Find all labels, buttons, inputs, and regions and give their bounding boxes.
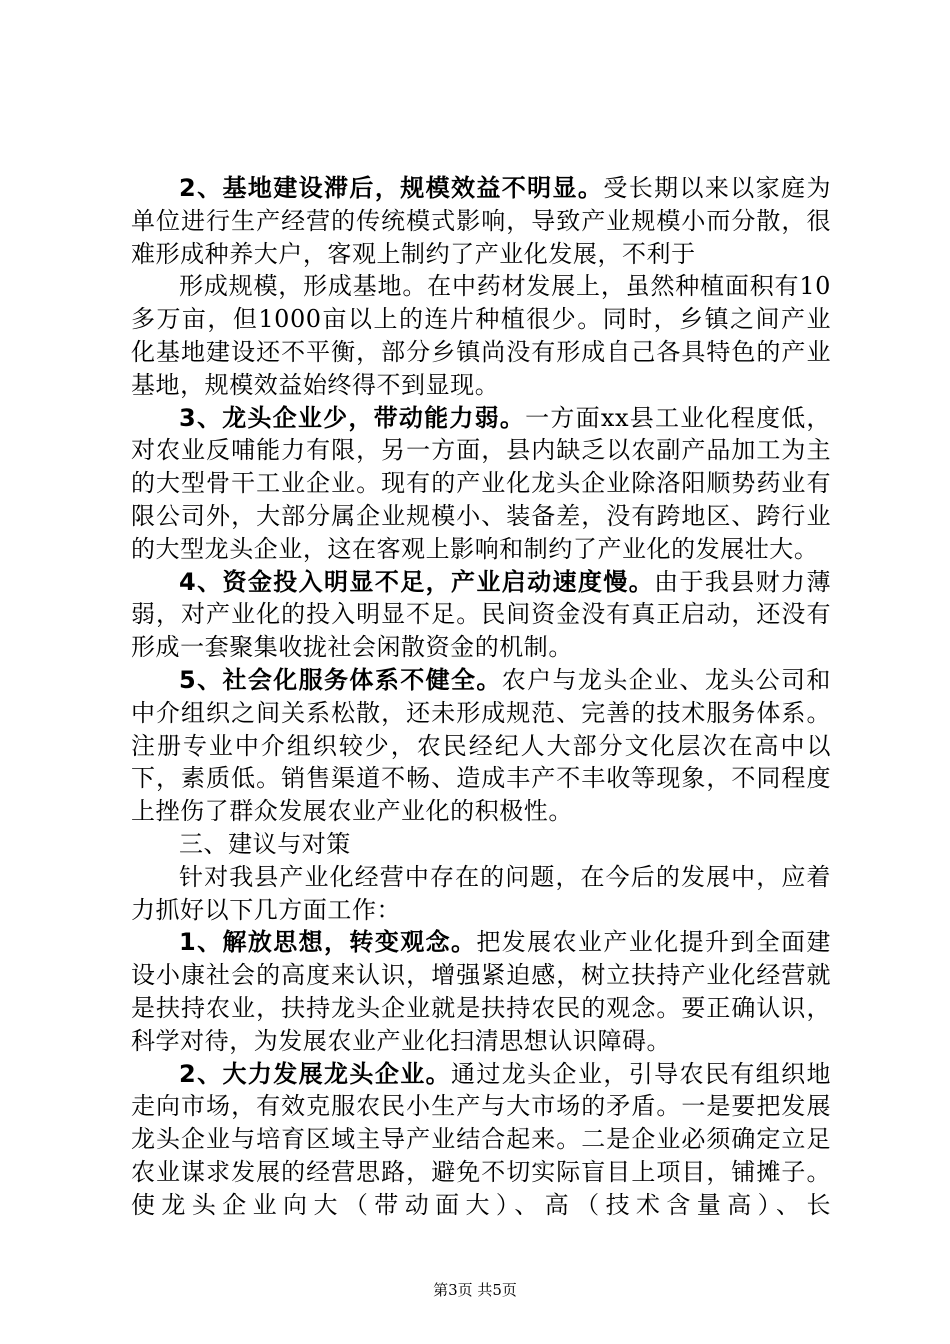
paragraph-text: 受长期以来以家庭为单位进行生产经营的传统模式影响，导致产业规模小而分散，很难形成种养大户，客观上制约了产业化发展，不利于 bbox=[131, 174, 831, 268]
paragraph-text: 由于我县财力薄弱，对产业化的投入明显不足。民间资金没有真正启动，还没有形成一套聚集收拢社会闲散资金的机制。 bbox=[131, 567, 831, 662]
paragraph-funding bbox=[131, 566, 831, 664]
paragraph-develop-enterprises bbox=[131, 1058, 831, 1222]
paragraph-leading-enterprises bbox=[131, 402, 831, 566]
paragraph-heading: 2、大力发展龙头企业。 bbox=[179, 1059, 451, 1088]
paragraph-service-system bbox=[131, 664, 831, 828]
paragraph-text: 针对我县产业化经营中存在的问题，在今后的发展中，应着力抓好以下几方面工作： bbox=[131, 862, 831, 924]
paragraph-heading: 3、龙头企业少，带动能力弱。 bbox=[179, 403, 526, 432]
paragraph-base-continued bbox=[131, 270, 831, 401]
document-body bbox=[131, 172, 831, 1222]
page-footer: 第3页 共5页 bbox=[433, 1281, 517, 1299]
paragraph-text: 通过龙头企业，引导农民有组织地走向市场，有效克服农民小生产与大市场的矛盾。一是要把发展龙头企业与培育区域主导产业结合起来。二是企业必须确定立足农业谋求发展的经营思路，避免不切实际盲目上项目，铺摊子。使龙头企业向大（带动面大）、高（技术含量高）、长 bbox=[131, 1059, 832, 1219]
paragraph-heading: 5、社会化服务体系不健全。 bbox=[179, 665, 502, 694]
paragraph-text: 农户与龙头企业、龙头公司和中介组织之间关系松散，还未形成规范、完善的技术服务体系。注册专业中介组织较少，农民经纪人大部分文化层次在高中以下，素质低。销售渠道不畅、造成丰产不丰收等现象，不同程度上挫伤了群众发展农业产业化的积极性。 bbox=[131, 665, 831, 826]
section-heading-text: 三、建议与对策 bbox=[179, 829, 351, 858]
paragraph-base-construction bbox=[131, 172, 831, 270]
paragraph-emancipate-mind bbox=[131, 926, 831, 1057]
paragraph-intro-suggestions bbox=[131, 861, 831, 927]
paragraph-text: 形成规模，形成基地。在中药材发展上，虽然种植面积有10多万亩，但1000亩以上的连片种植很少。同时，乡镇之间产业化基地建设还不平衡，部分乡镇尚没有形成自己各具特色的产业基地，规模效益始终得不到显现。 bbox=[131, 272, 831, 399]
section-heading-suggestions bbox=[131, 828, 831, 861]
paragraph-text: 把发展农业产业化提升到全面建设小康社会的高度来认识，增强紧迫感，树立扶持产业化经营就是扶持农业，扶持龙头企业就是扶持农民的观念。要正确认识，科学对待，为发展农业产业化扫清思想认识障碍。 bbox=[131, 928, 831, 1055]
paragraph-heading: 2、基地建设滞后，规模效益不明显。 bbox=[179, 174, 604, 202]
paragraph-heading: 1、解放思想，转变观念。 bbox=[179, 928, 477, 957]
paragraph-text: 一方面xx县工业化程度低，对农业反哺能力有限，另一方面，县内缺乏以农副产品加工为主的大型骨干工业企业。现有的产业化龙头企业除洛阳顺势药业有限公司外，大部分属企业规模小、装备差，没有跨地区、跨行业的大型龙头企业，这在客观上影响和制约了产业化的发展壮大。 bbox=[131, 403, 831, 563]
paragraph-heading: 4、资金投入明显不足，产业启动速度慢。 bbox=[179, 567, 655, 596]
